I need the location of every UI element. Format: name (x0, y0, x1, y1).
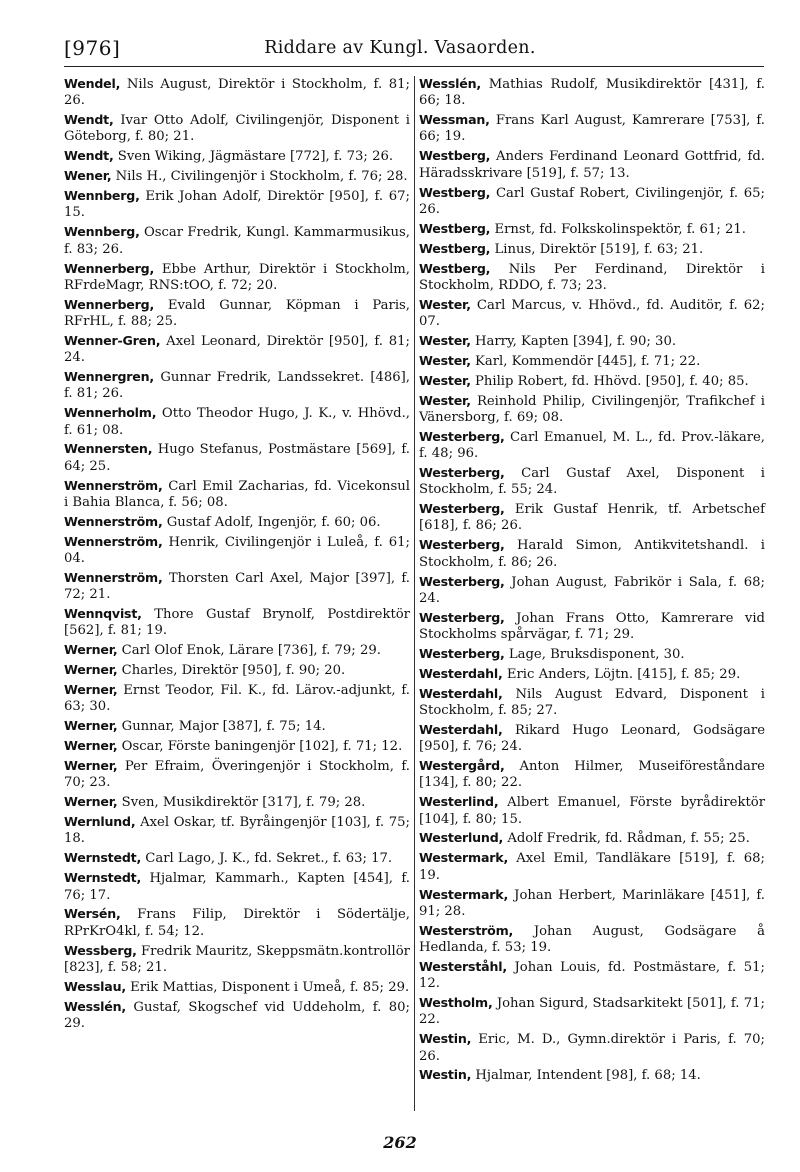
register-entry (64, 224, 410, 258)
entry-surname: Wennersten, (64, 441, 153, 457)
register-entry (419, 297, 765, 331)
entry-surname: Wenner-Gren, (64, 332, 161, 348)
entry-surname: Werner, (64, 718, 118, 734)
entry-details: Nils H., Civilingenjör i Stockholm, f. 76; 28. (115, 169, 408, 185)
register-entry (419, 923, 765, 957)
entry-surname: Wennerholm, (64, 405, 157, 421)
entry-details: Hjalmar, Intendent [98], f. 68; 14. (475, 1068, 701, 1084)
entry-surname: Wesslén, (419, 76, 481, 91)
register-entry (64, 112, 410, 146)
entry-details: Otto Theodor Hugo, J. K., v. Hhövd., f. 61; 08. (64, 406, 410, 438)
entry-details: Ebbe Arthur, Direktör i Stockholm, RFrdeMagr, RNS:tOO, f. 72; 20. (64, 261, 410, 293)
entry-surname: Westerström, (419, 922, 514, 938)
register-entry (64, 570, 410, 604)
register-entry (64, 478, 410, 512)
entry-details: Thorsten Carl Axel, Major [397], f. 72; 21. (64, 570, 410, 603)
entry-surname: Westermark, (419, 886, 509, 902)
register-entry (64, 814, 410, 848)
entry-details: Harald Simon, Antikvitetshandl. i Stockholm, f. 86; 26. (419, 538, 765, 570)
entry-surname: Werner, (64, 738, 118, 754)
right-column (419, 76, 765, 1111)
entry-details: Axel Leonard, Direktör [950], f. 81; 24. (64, 333, 410, 366)
entry-details: Charles, Direktör [950], f. 90; 20. (121, 663, 346, 679)
register-entry (64, 850, 410, 867)
entry-details: Carl Marcus, v. Hhövd., fd. Auditör, f. 62; 07. (419, 297, 765, 330)
register-entry (64, 514, 410, 531)
register-entry (64, 168, 410, 185)
entry-surname: Wester, (419, 332, 471, 348)
entry-surname: Wesslau, (64, 978, 126, 994)
entry-details: Carl Emanuel, M. L., fd. Prov.-läkare, f. 48; 96. (419, 429, 765, 462)
register-entry (419, 666, 765, 683)
register-entry (64, 738, 410, 755)
entry-details: Anton Hilmer, Museiföreståndare [134], f. 80; 22. (419, 759, 765, 791)
entry-details: Nils August, Direktör i Stockholm, f. 81; 26. (64, 77, 410, 109)
register-entry (64, 718, 410, 735)
register-entry (64, 297, 410, 331)
running-title: Riddare av Kungl. Vasaorden. (264, 38, 536, 58)
entry-surname: Werner, (64, 682, 118, 698)
entry-surname: Wernlund, (64, 814, 136, 830)
entry-details: Johan Louis, fd. Postmästare, f. 51; 12. (419, 959, 765, 992)
register-entry (419, 241, 765, 258)
register-entry (64, 794, 410, 811)
entry-surname: Westerlind, (419, 794, 499, 810)
entry-details: Carl Emil Zacharias, fd. Vicekonsul i Bahia Blanca, f. 56; 08. (64, 478, 410, 510)
entry-surname: Westberg, (419, 220, 491, 236)
entry-details: Johan Herbert, Marinläkare [451], f. 91; 28. (419, 887, 765, 919)
register-entry (419, 959, 765, 993)
register-entry (419, 185, 765, 219)
entry-surname: Westerberg, (419, 464, 505, 480)
register-entry (419, 722, 765, 756)
entry-details: Erik Johan Adolf, Direktör [950], f. 67; 15. (64, 189, 410, 221)
register-entry (419, 610, 765, 644)
entry-details: Ivar Otto Adolf, Civilingenjör, Disponent i Göteborg, f. 80; 21. (64, 113, 410, 145)
entry-details: Sven, Musikdirektör [317], f. 79; 28. (121, 795, 366, 811)
register-entry (419, 830, 765, 847)
entry-surname: Wernstedt, (64, 870, 142, 886)
header-rule (64, 66, 764, 67)
entry-details: Eric Anders, Löjtn. [415], f. 85; 29. (506, 666, 741, 682)
entry-surname: Werner, (64, 794, 118, 810)
entry-details: Philip Robert, fd. Hhövd. [950], f. 40; 85. (475, 373, 749, 389)
register-entry (64, 943, 410, 977)
register-entry (419, 429, 765, 463)
register-entry (419, 686, 765, 720)
register-entry (419, 537, 765, 571)
page-number-top: [976] (64, 36, 121, 60)
entry-details: Anders Ferdinand Leonard Gottfrid, fd. Häradsskrivare [519], f. 57; 13. (419, 149, 765, 181)
register-entry (419, 261, 765, 295)
register-entry (64, 534, 410, 568)
entry-surname: Wennberg, (64, 224, 140, 240)
entry-details: Mathias Rudolf, Musikdirektör [431], f. 66; 18. (419, 77, 765, 109)
entry-details: Frans Filip, Direktör i Södertälje, RPrKrO4kl, f. 54; 12. (64, 907, 411, 939)
entry-details: Eric, M. D., Gymn.direktör i Paris, f. 70; 26. (419, 1032, 765, 1064)
entry-surname: Westholm, (419, 995, 493, 1011)
entry-surname: Werner, (64, 662, 118, 678)
register-entry (419, 112, 765, 146)
entry-details: Henrik, Civilingenjör i Luleå, f. 61; 04. (64, 534, 410, 567)
register-entry (419, 221, 765, 238)
register-entry (64, 642, 410, 659)
entry-details: Gunnar Fredrik, Landssekret. [486], f. 81; 26. (64, 370, 410, 402)
entry-details: Axel Oskar, tf. Byråingenjör [103], f. 75; 18. (64, 815, 410, 847)
entry-surname: Westerberg, (419, 645, 505, 661)
register-entry (419, 501, 765, 535)
entry-surname: Westerdahl, (419, 665, 503, 681)
register-entry (419, 465, 765, 499)
entry-surname: Wennberg, (64, 188, 140, 204)
page-number-bottom: 262 (383, 1133, 417, 1152)
entry-details: Carl Gustaf Robert, Civilingenjör, f. 65; 26. (419, 185, 765, 217)
register-entry (64, 606, 410, 640)
register-entry (64, 906, 410, 940)
left-column (64, 76, 410, 1111)
entry-surname: Westergård, (419, 758, 505, 774)
two-column-body (64, 76, 764, 1111)
entry-surname: Wessman, (419, 112, 490, 128)
entry-details: Gustaf, Skogschef vid Uddeholm, f. 80; 29. (64, 999, 410, 1031)
entry-details: Gunnar, Major [387], f. 75; 14. (121, 719, 326, 735)
register-entry (419, 887, 765, 921)
entry-details: Hjalmar, Kammarh., Kapten [454], f. 76; 17. (64, 871, 410, 903)
entry-surname: Westerdahl, (419, 721, 503, 737)
entry-surname: Wester, (419, 296, 471, 312)
entry-surname: Wesslén, (64, 998, 126, 1014)
entry-details: Reinhold Philip, Civilingenjör, Trafikchef i Vänersborg, f. 69; 08. (419, 393, 765, 425)
entry-surname: Werner, (64, 642, 118, 658)
entry-details: Erik Mattias, Disponent i Umeå, f. 85; 29. (130, 979, 410, 995)
entry-surname: Westberg, (419, 240, 491, 256)
entry-details: Sven Wiking, Jägmästare [772], f. 73; 26. (117, 149, 394, 165)
entry-surname: Westerdahl, (419, 685, 503, 701)
entry-surname: Westberg, (419, 148, 491, 164)
entry-surname: Westin, (419, 1031, 472, 1047)
register-entry (419, 373, 765, 390)
register-entry (419, 794, 765, 828)
entry-surname: Wennerberg, (64, 260, 155, 276)
entry-surname: Westermark, (419, 850, 509, 866)
entry-details: Erik Gustaf Henrik, tf. Arbetschef [618], f. 86; 26. (419, 502, 765, 534)
entry-surname: Westerberg, (419, 537, 505, 553)
entry-details: Carl Gustaf Axel, Disponent i Stockholm, f. 55; 24. (419, 465, 765, 498)
entry-details: Johan August, Fabrikör i Sala, f. 68; 24. (419, 574, 765, 606)
entry-surname: Wennerberg, (64, 296, 155, 312)
entry-details: Nils Per Ferdinand, Direktör i Stockholm, RDDO, f. 73; 23. (419, 261, 765, 293)
register-entry (64, 999, 410, 1033)
entry-details: Albert Emanuel, Förste byrådirektör [104], f. 80; 15. (419, 795, 765, 827)
entry-surname: Westerlund, (419, 830, 504, 846)
entry-details: Johan Frans Otto, Kamrerare vid Stockholms spårvägar, f. 71; 29. (419, 610, 765, 642)
register-entry (64, 441, 410, 475)
entry-surname: Wennergren, (64, 369, 154, 385)
entry-details: Hugo Stefanus, Postmästare [569], f. 64; 25. (64, 442, 410, 474)
register-entry (419, 646, 765, 663)
entry-surname: Westerberg, (419, 501, 505, 517)
entry-details: Carl Olof Enok, Lärare [736], f. 79; 29. (121, 643, 381, 659)
entry-surname: Westerberg, (419, 428, 505, 444)
register-entry (419, 758, 765, 792)
entry-surname: Wessberg, (64, 942, 137, 958)
entry-details: Carl Lago, J. K., fd. Sekret., f. 63; 17. (145, 851, 393, 867)
entry-surname: Werner, (64, 758, 118, 774)
register-entry (64, 369, 410, 403)
entry-details: Axel Emil, Tandläkare [519], f. 68; 19. (419, 851, 765, 883)
entry-details: Harry, Kapten [394], f. 90; 30. (475, 333, 677, 349)
entry-details: Thore Gustaf Brynolf, Postdirektör [562], f. 81; 19. (64, 607, 410, 639)
register-entry (419, 148, 765, 182)
entry-surname: Wennerström, (64, 513, 163, 529)
entry-surname: Wernstedt, (64, 850, 142, 866)
entry-details: Evald Gunnar, Köpman i Paris, RFrHL, f. 88; 25. (64, 297, 410, 330)
register-entry (419, 995, 765, 1029)
entry-surname: Wennerström, (64, 569, 163, 585)
entry-surname: Westberg, (419, 184, 491, 200)
entry-details: Johan August, Godsägare å Hedlanda, f. 53; 19. (419, 923, 765, 955)
entry-details: Oscar, Förste baningenjör [102], f. 71; 12. (121, 739, 403, 755)
entry-surname: Wendel, (64, 76, 121, 91)
entry-surname: Wersén, (64, 906, 121, 922)
entry-details: Nils August Edvard, Disponent i Stockholm, f. 85; 27. (419, 686, 765, 718)
register-entry (419, 333, 765, 350)
entry-details: Ernst, fd. Folkskolinspektör, f. 61; 21. (494, 221, 746, 237)
entry-surname: Westberg, (419, 260, 491, 276)
entry-details: Frans Karl August, Kamrerare [753], f. 66; 19. (419, 113, 765, 145)
entry-details: Linus, Direktör [519], f. 63; 21. (494, 241, 704, 257)
register-entry (419, 76, 765, 110)
register-entry (64, 979, 410, 996)
register-entry (419, 353, 765, 370)
register-entry (64, 662, 410, 679)
entry-surname: Westin, (419, 1067, 472, 1083)
entry-surname: Westerberg, (419, 609, 505, 625)
register-entry (419, 850, 765, 884)
register-entry (64, 682, 410, 716)
register-entry (419, 1067, 765, 1084)
entry-surname: Wendt, (64, 112, 114, 128)
entry-surname: Wennerström, (64, 533, 163, 549)
register-entry (419, 1031, 765, 1065)
entry-details: Johan Sigurd, Stadsarkitekt [501], f. 71; 22. (419, 996, 765, 1028)
entry-details: Fredrik Mauritz, Skeppsmätn.kontrollör [823], f. 58; 21. (64, 943, 410, 975)
register-entry (64, 261, 410, 295)
register-entry (419, 393, 765, 427)
entry-details: Oscar Fredrik, Kungl. Kammarmusikus, f. 83; 26. (64, 225, 410, 257)
entry-surname: Wendt, (64, 148, 114, 164)
register-entry (64, 758, 410, 792)
entry-surname: Wener, (64, 168, 112, 184)
entry-details: Lage, Bruksdisponent, 30. (508, 646, 685, 662)
entry-details: Gustaf Adolf, Ingenjör, f. 60; 06. (166, 514, 381, 530)
register-entry (64, 405, 410, 439)
entry-surname: Westerståhl, (419, 958, 507, 974)
entry-details: Karl, Kommendör [445], f. 71; 22. (475, 353, 701, 369)
entry-details: Ernst Teodor, Fil. K., fd. Lärov.-adjunkt, f. 63; 30. (64, 683, 410, 715)
register-entry (64, 188, 410, 222)
entry-details: Per Efraim, Överingenjör i Stockholm, f. 70; 23. (64, 759, 410, 791)
register-entry (64, 870, 410, 904)
entry-surname: Wester, (419, 392, 471, 408)
register-entry (64, 76, 410, 110)
column-divider (414, 76, 415, 1111)
entry-surname: Wester, (419, 352, 471, 368)
entry-surname: Wester, (419, 372, 471, 388)
entry-surname: Wennerström, (64, 477, 163, 493)
entry-details: Adolf Fredrik, fd. Rådman, f. 55; 25. (507, 831, 750, 847)
register-entry (64, 333, 410, 367)
register-entry (64, 148, 410, 165)
entry-surname: Westerberg, (419, 573, 505, 589)
entry-surname: Wennqvist, (64, 606, 142, 622)
register-entry (419, 574, 765, 608)
entry-details: Rikard Hugo Leonard, Godsägare [950], f. 76; 24. (419, 722, 765, 755)
